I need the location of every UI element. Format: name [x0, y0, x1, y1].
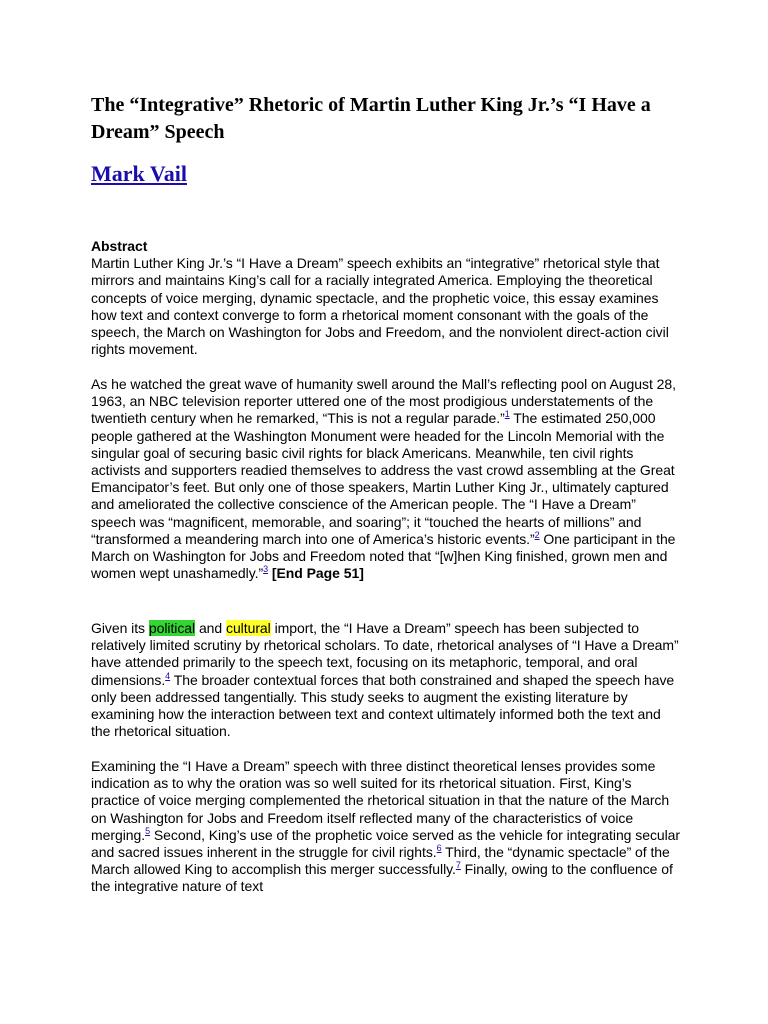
abstract-heading: Abstract — [91, 238, 148, 254]
author-link[interactable]: Mark Vail — [91, 161, 187, 186]
paragraph-2 — [91, 620, 683, 740]
footnote-link-3[interactable]: 3 — [263, 564, 269, 575]
paragraph-3 — [91, 758, 683, 896]
end-page-marker: [End Page 51] — [268, 565, 364, 582]
paragraph-1-text-c: One participant in the March on Washington for Jobs and Freedom noted that “[w]hen King finished, grown men and women wept unashamedly.” — [91, 530, 676, 582]
footnote-link-5[interactable]: 5 — [145, 825, 151, 836]
document-title: The “Integrative” Rhetoric of Martin Luther King Jr.’s “I Have a Dream” Speech — [91, 94, 651, 143]
paragraph-2-text-c: import, the “I Have a Dream” speech has been subjected to relatively limited scrutiny by rhetorical scholars. To date, rhetorical analyses of “I Have a Dream” have attended primarily to the speech text, focusing on its metaphoric, temporal, and oral dimensions. — [91, 620, 679, 688]
abstract-section — [91, 238, 683, 358]
paragraph-3-text-b: Second, King’s use of the prophetic voice served as the vehicle for integrating secular and sacred issues inherent in the struggle for civil rights. — [91, 826, 681, 861]
paragraph-3-text-a: Examining the “I Have a Dream” speech with three distinct theoretical lenses provides some indication as to why the oration was so well suited for its rhetorical situation. First, King’s practice of voice merging complemented the rhetorical situation in that the nature of the March on Washington for Jobs and Freedom itself reflected many of the characteristics of voice merging. — [91, 758, 670, 843]
paragraph-1-text-b: The estimated 250,000 people gathered at the Washington Monument were headed for the Lincoln Memorial with the singular goal of securing basic civil rights for black Americans. Meanwhile, ten civil rights activists and supporters readied themselves to address the vast crowd assembling at the Great Emancipator’s feet. But only one of those speakers, Martin Luther King Jr., ultimately captured and ameliorated the collective conscience of the American people. The “I Have a Dream” speech was “magnificent, memorable, and soaring”; it “touched the hearts of millions” and “transformed a meandering march into one of America’s historic events.” — [91, 410, 675, 547]
footnote-link-1[interactable]: 1 — [504, 409, 510, 420]
paragraph-2-text-d: The broader contextual forces that both constrained and shaped the speech have only been addressed tangentially. This study seeks to augment the existing literature by examining how the interaction between text and context ultimately informed both the text and the rhetorical situation. — [91, 671, 675, 740]
paragraph-2-text-a: Given its — [91, 620, 149, 636]
paragraph-1-text-a: As he watched the great wave of humanity swell around the Mall’s reflecting pool on August 28, 1963, an NBC television reporter uttered one of the most prodigious understatements of the twentieth century when he remarked, “This is not a regular parade.” — [91, 376, 676, 427]
highlight-political: political — [148, 620, 196, 636]
paragraph-1 — [91, 376, 683, 582]
footnote-link-7[interactable]: 7 — [455, 860, 461, 871]
paragraph-3-text-d: Finally, owing to the confluence of the integrative nature of text — [91, 861, 673, 895]
paragraph-2-text-b: and — [195, 620, 226, 636]
footnote-link-2[interactable]: 2 — [534, 529, 540, 540]
footnote-link-6[interactable]: 6 — [436, 843, 442, 854]
paragraph-3-text-c: Third, the “dynamic spectacle” of the March allowed King to accomplish this merger successfully. — [91, 844, 670, 878]
footnote-link-4[interactable]: 4 — [165, 670, 171, 681]
highlight-cultural: cultural — [226, 620, 271, 636]
abstract-text: Martin Luther King Jr.’s “I Have a Dream” speech exhibits an “integrative” rhetorical style that mirrors and maintains King’s call for a racially integrated America. Employing the theoretical concepts of voice merging, dynamic spectacle, and the prophetic voice, this essay examines how text and context converge to form a rhetorical moment consonant with the goals of the speech, the March on Washington for Jobs and Freedom, and the nonviolent direct-action civil rights movement. — [91, 255, 669, 358]
